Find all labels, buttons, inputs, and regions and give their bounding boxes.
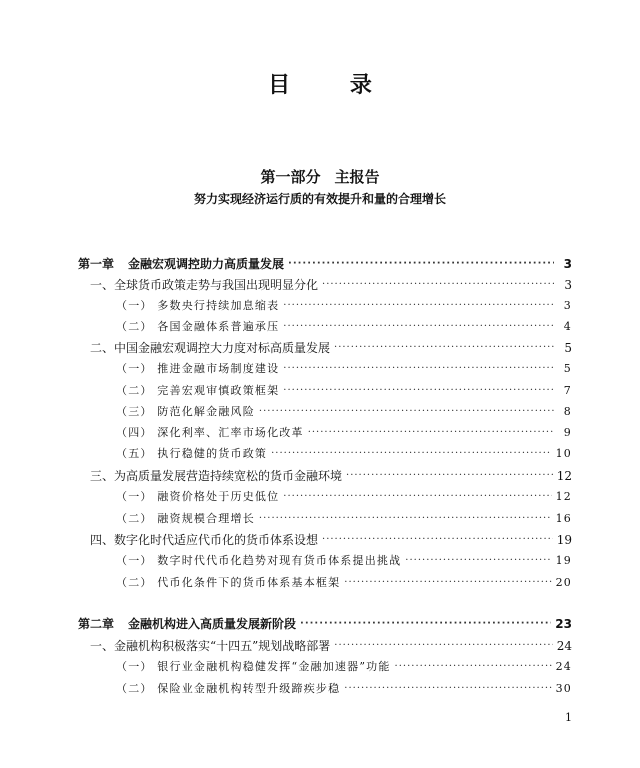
page-ref: 9	[563, 426, 572, 439]
page-ref: 19	[555, 554, 572, 567]
dot-leader	[322, 533, 553, 545]
toc-subsection[interactable]	[116, 296, 572, 314]
page-ref: 4	[563, 320, 572, 333]
subsection-title: （二） 各国金融体系普遍承压	[116, 320, 280, 333]
page-ref: 10	[555, 447, 572, 460]
section-title: 二、中国金融宏观调控大力度对标高质量发展	[90, 341, 331, 355]
subsection-title: （一） 推进金融市场制度建设	[116, 362, 280, 375]
dot-leader	[288, 257, 554, 269]
dot-leader	[271, 447, 551, 459]
part-name: 主报告	[334, 168, 380, 186]
section-title: 一、全球货币政策走势与我国出现明显分化	[90, 278, 319, 292]
subsection-title: （三） 防范化解金融风险	[116, 405, 255, 418]
toc-section[interactable]	[90, 530, 572, 548]
section-title: 一、金融机构积极落实“十四五”规划战略部署	[90, 639, 331, 653]
subsection-title: （一） 银行业金融机构稳健发挥“金融加速器”功能	[116, 660, 391, 673]
page-ref: 3	[563, 299, 572, 312]
subsection-title: （五） 执行稳健的货币政策	[116, 447, 268, 460]
subsection-title: （二） 完善宏观审慎政策框架	[116, 384, 280, 397]
subsection-title: （一） 融资价格处于历史低位	[116, 490, 280, 503]
dot-leader	[283, 299, 554, 311]
chapter-number: 第二章	[78, 617, 115, 631]
toc-subsection[interactable]	[116, 423, 572, 441]
subsection-title: （二） 融资规模合理增长	[116, 512, 255, 525]
toc-subsection[interactable]	[116, 551, 572, 569]
subsection-title: （一） 多数央行持续加息缩表	[116, 299, 280, 312]
toc-section[interactable]	[90, 338, 572, 356]
toc-subsection[interactable]	[116, 573, 572, 591]
toc-chapter-2[interactable]	[78, 614, 572, 632]
dot-leader	[395, 660, 552, 672]
toc-section[interactable]	[90, 636, 572, 654]
chapter-number: 第一章	[78, 257, 115, 271]
page-title: 目 录	[268, 73, 398, 98]
dot-leader	[405, 554, 551, 566]
section-title: 四、数字化时代适应代币化的货币体系设想	[90, 533, 319, 547]
subsection-title: （一） 数字时代代币化趋势对现有货币体系提出挑战	[116, 554, 402, 567]
page-ref: 23	[555, 617, 572, 631]
toc-subsection[interactable]	[116, 381, 572, 399]
dot-leader	[322, 278, 554, 290]
page-ref: 3	[564, 278, 572, 292]
page-ref: 24	[555, 660, 572, 673]
chapter-title: 金融机构进入高质量发展新阶段	[128, 617, 297, 631]
toc-chapter-1[interactable]	[78, 254, 572, 272]
page-ref: 7	[563, 384, 572, 397]
part-subtitle: 努力实现经济运行质的有效提升和量的合理增长	[193, 192, 446, 206]
dot-leader	[308, 426, 554, 438]
toc-section[interactable]	[90, 466, 572, 484]
page-ref: 5	[563, 362, 572, 375]
dot-leader	[283, 384, 554, 396]
dot-leader	[346, 469, 553, 481]
toc-subsection[interactable]	[116, 444, 572, 462]
dot-leader	[300, 617, 551, 629]
toc-subsection[interactable]	[116, 317, 572, 335]
page-ref: 16	[555, 512, 572, 525]
toc-subsection[interactable]	[116, 509, 572, 527]
toc-subsection[interactable]	[116, 402, 572, 420]
dot-leader	[259, 405, 554, 417]
dot-leader	[283, 320, 554, 332]
page-ref: 30	[555, 682, 572, 695]
page-ref: 8	[563, 405, 572, 418]
dot-leader	[334, 341, 554, 353]
dot-leader	[334, 639, 552, 651]
subsection-title: （二） 保险业金融机构转型升级蹄疾步稳	[116, 682, 341, 695]
dot-leader	[283, 362, 554, 374]
dot-leader	[344, 682, 551, 694]
toc-subsection[interactable]	[116, 487, 572, 505]
dot-leader	[283, 490, 551, 502]
chapter-title: 金融宏观调控助力高质量发展	[128, 257, 285, 271]
part-label: 第一部分	[260, 168, 321, 186]
toc-subsection[interactable]	[116, 359, 572, 377]
dot-leader	[259, 512, 552, 524]
section-title: 三、为高质量发展营造持续宽松的货币金融环境	[90, 469, 343, 483]
subsection-title: （四） 深化利率、汇率市场化改革	[116, 426, 304, 439]
page-ref: 3	[563, 257, 572, 271]
page-ref: 19	[556, 533, 572, 547]
page-number: 1	[565, 711, 572, 724]
subsection-title: （二） 代币化条件下的货币体系基本框架	[116, 576, 341, 589]
page-ref: 12	[556, 469, 572, 483]
toc-subsection[interactable]	[116, 679, 572, 697]
toc-section[interactable]	[90, 275, 572, 293]
toc-subsection[interactable]	[116, 657, 572, 675]
page-ref: 24	[556, 639, 572, 653]
page-ref: 5	[564, 341, 572, 355]
page-ref: 20	[555, 576, 572, 589]
dot-leader	[344, 576, 551, 588]
page-ref: 12	[555, 490, 572, 503]
